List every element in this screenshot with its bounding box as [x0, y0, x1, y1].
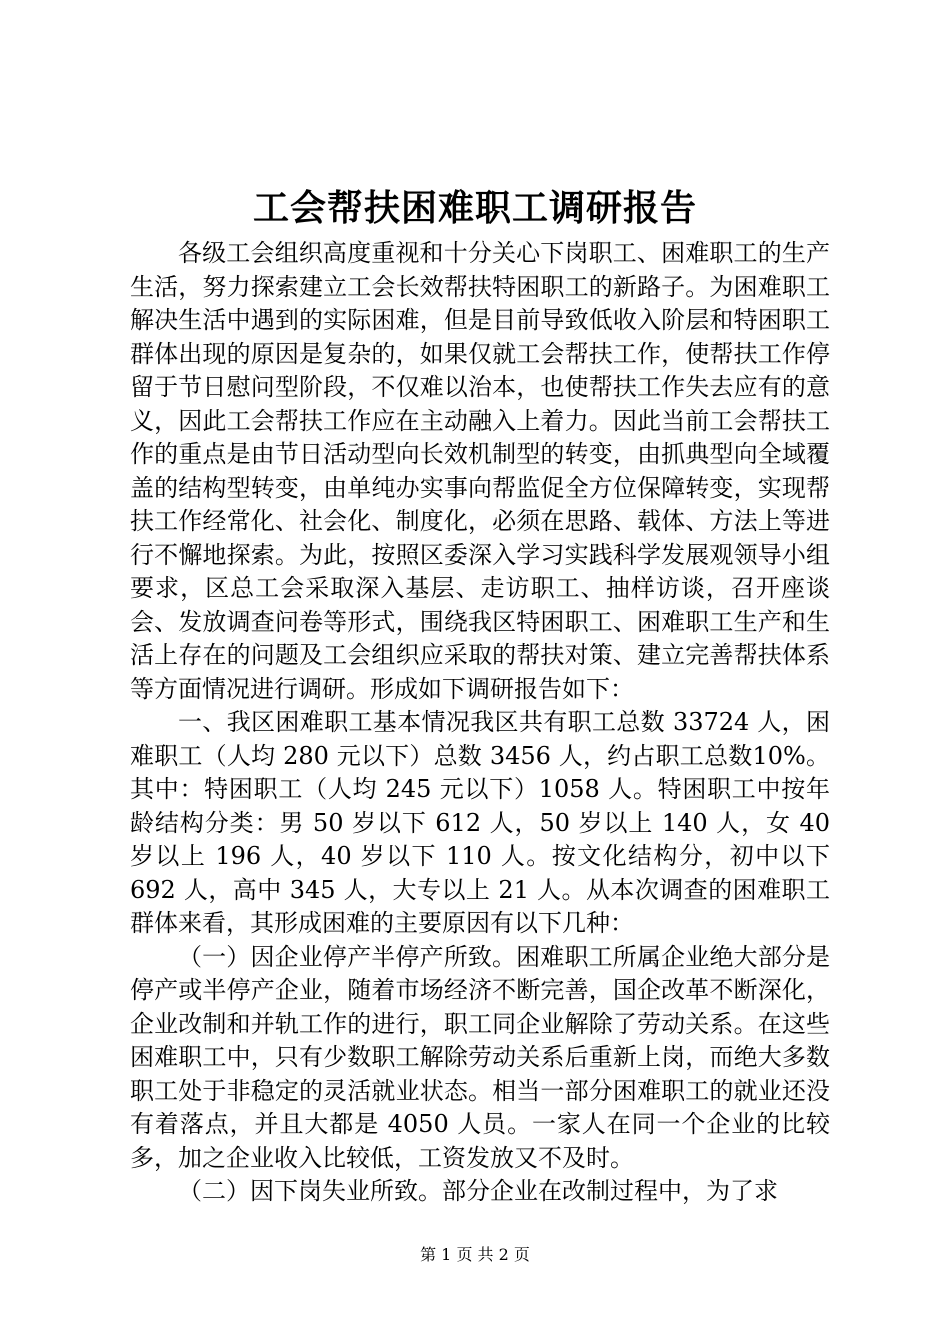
- paragraph-subsection-2: （二）因下岗失业所致。部分企业在改制过程中，为了求: [178, 1177, 778, 1205]
- page-footer: 第 1 页 共 2 页: [420, 1245, 530, 1264]
- document-title: 工会帮扶困难职工调研报告: [252, 187, 697, 229]
- paragraph-intro: 各级工会组织高度重视和十分关心下岗职工、困难职工的生产生活，努力探索建立工会长效帮扶特困职工的新路子。为困难职工解决生活中遇到的实际困难，但是目前导致低收入阶层和特困职工群体出现的原因是复杂的，如果仅就工会帮扶工作，使帮扶工作停留于节日慰问型阶段，不仅难以治本，也使帮扶工作失去应有的意义，因此工会帮扶工作应在主动融入上着力。因此当前工会帮扶工作的重点是由节日活动型向长效机制型的转变，由抓典型向全域覆盖的结构型转变，由单纯办实事向帮监促全方位保障转变，实现帮扶工作经常化、社会化、制度化，必须在思路、载体、方法上等进行不懈地探索。为此，按照区委深入学习实践科学发展观领导小组要求，区总工会采取深入基层、走访职工、抽样访谈，召开座谈会、发放调查问卷等形式，围绕我区特困职工、困难职工生产和生活上存在的问题及工会组织应采取的帮扶对策、建立完善帮扶体系等方面情况进行调研。形成如下调研报告如下：: [130, 239, 830, 703]
- paragraph-section-1: 一、我区困难职工基本情况我区共有职工总数 33724 人，困难职工（人均 280 元以下）总数 3456 人，约占职工总数10%。其中：特困职工（人均 245 元以下）1058 人。特困职工中按年龄结构分类：男 50 岁以下 612 人，50 岁以上 140 人，女 40 岁以上 196 人，40 岁以下 110 人。按文化结构分，初中以下692 人，高中 345 人，大专以上 21 人。从本次调查的困难职工群体来看，其形成困难的主要原因有以下几种：: [130, 708, 830, 937]
- document-body: [130, 237, 830, 1209]
- paragraph-subsection-1: （一）因企业停产半停产所致。困难职工所属企业绝大部分是停产或半停产企业，随着市场经济不断完善，国企改革不断深化，企业改制和并轨工作的进行，职工同企业解除了劳动关系。在这些困难职工中，只有少数职工解除劳动关系后重新上岗，而绝大多数职工处于非稳定的灵活就业状态。相当一部分困难职工的就业还没有着落点，并且大都是 4050 人员。一家人在同一个企业的比较多，加之企业收入比较低，工资发放又不及时。: [130, 942, 830, 1172]
